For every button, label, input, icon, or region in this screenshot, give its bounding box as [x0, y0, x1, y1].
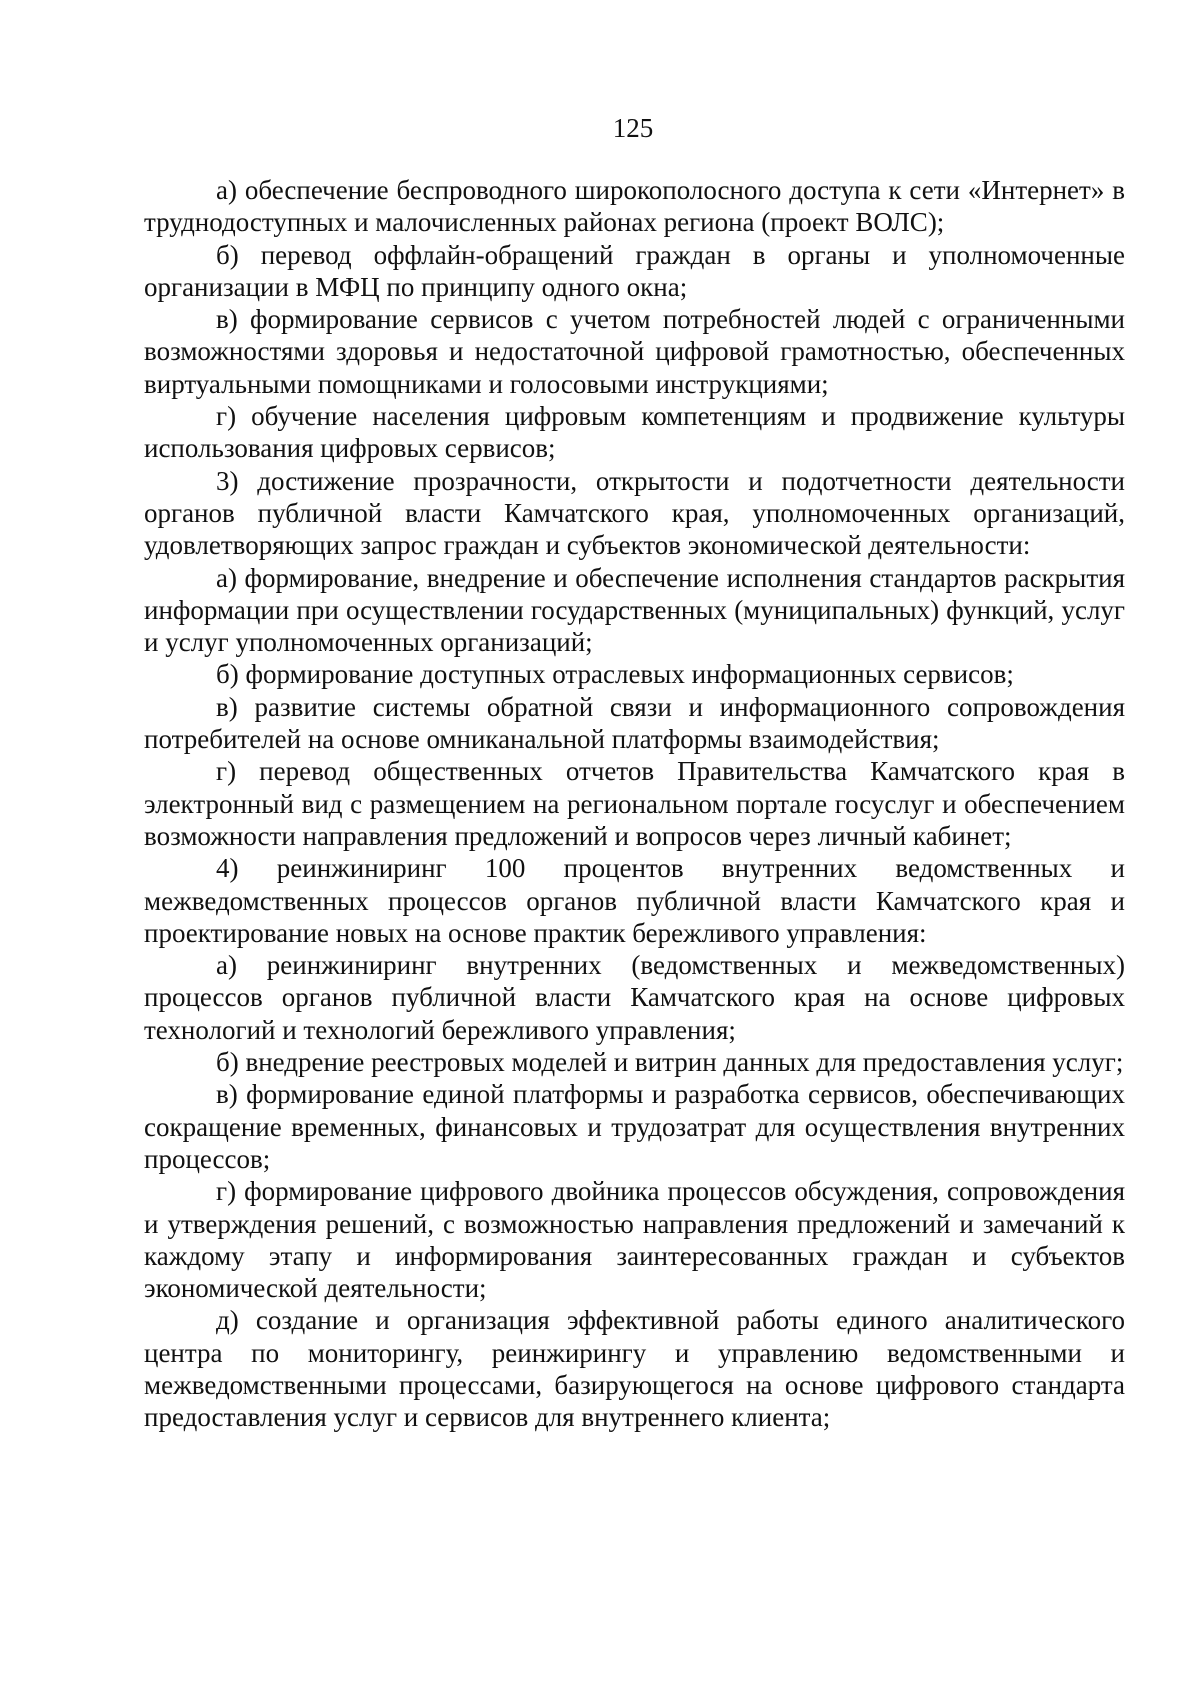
paragraph-a-disclosure-standards: а) формирование, внедрение и обеспечение исполнения стандартов раскрытия информации при осуществлении государственных (муниципальных) функций, услуг и услуг уполномоченных организаций; [144, 562, 1125, 658]
paragraph-g-digital-twin: г) формирование цифрового двойника процессов обсуждения, сопровождения и утверждения решений, с возможностью направления предложений и замечаний к каждому этапу и информирования заинтересованных граждан и субъектов экономической деятельности; [144, 1176, 1125, 1304]
paragraph-b-industry-services: б) формирование доступных отраслевых информационных сервисов; [216, 659, 1014, 690]
paragraph-a-process-reengineering: а) реинжиниринг внутренних (ведомственных и межведомственных) процессов органов публичной власти Камчатского края на основе цифровых технологий и технологий бережливого управления; [144, 950, 1125, 1045]
paragraph-3-transparency: 3) достижение прозрачности, открытости и подотчетности деятельности органов публичной власти Камчатского края, уполномоченных организаций, удовлетворяющих запрос граждан и субъектов экономической деятельности: [144, 465, 1125, 561]
paragraph-d-analytics-center: д) создание и организация эффективной работы единого аналитического центра по мониторингу, реинжирингу и управлению ведомственными и межведомственными процессами, базирующегося на основе цифрового стандарта предоставления услуг и сервисов для внутреннего клиента; [144, 1305, 1125, 1433]
paragraph-b-offline-requests: б) перевод оффлайн-обращений граждан в органы и уполномоченные организации в МФЦ по принципу одного окна; [144, 239, 1125, 302]
page-number: 125 [612, 113, 654, 143]
paragraph-v-accessible-services: в) формирование сервисов с учетом потребностей людей с ограниченными возможностями здоровья и недостаточной цифровой грамотностью, обеспеченных виртуальными помощниками и голосовыми инструкциями; [144, 304, 1125, 399]
paragraph-4-reengineering: 4) реинжиниринг 100 процентов внутренних ведомственных и межведомственных процессов органов публичной власти Камчатского края и проектирование новых на основе практик бережливого управления: [144, 853, 1125, 948]
paragraph-g-digital-skills: г) обучение населения цифровым компетенциям и продвижение культуры использования цифровых сервисов; [144, 401, 1125, 464]
document-body [144, 174, 1125, 1434]
paragraph-a-broadband-access: а) обеспечение беспроводного широкополосного доступа к сети «Интернет» в труднодоступных и малочисленных районах региона (проект ВОЛС); [144, 175, 1125, 238]
paragraph-g-public-reports: г) перевод общественных отчетов Правительства Камчатского края в электронный вид с размещением на региональном портале госуслуг и обеспечением возможности направления предложений и вопросов через личный кабинет; [144, 756, 1125, 851]
paragraph-b-registry-models: б) внедрение реестровых моделей и витрин данных для предоставления услуг; [216, 1047, 1124, 1078]
paragraph-v-feedback-system: в) развитие системы обратной связи и информационного сопровождения потребителей на основе омниканальной платформы взаимодействия; [144, 691, 1125, 755]
paragraph-v-unified-platform: в) формирование единой платформы и разработка сервисов, обеспечивающих сокращение временных, финансовых и трудозатрат для осуществления внутренних процессов; [144, 1079, 1125, 1174]
